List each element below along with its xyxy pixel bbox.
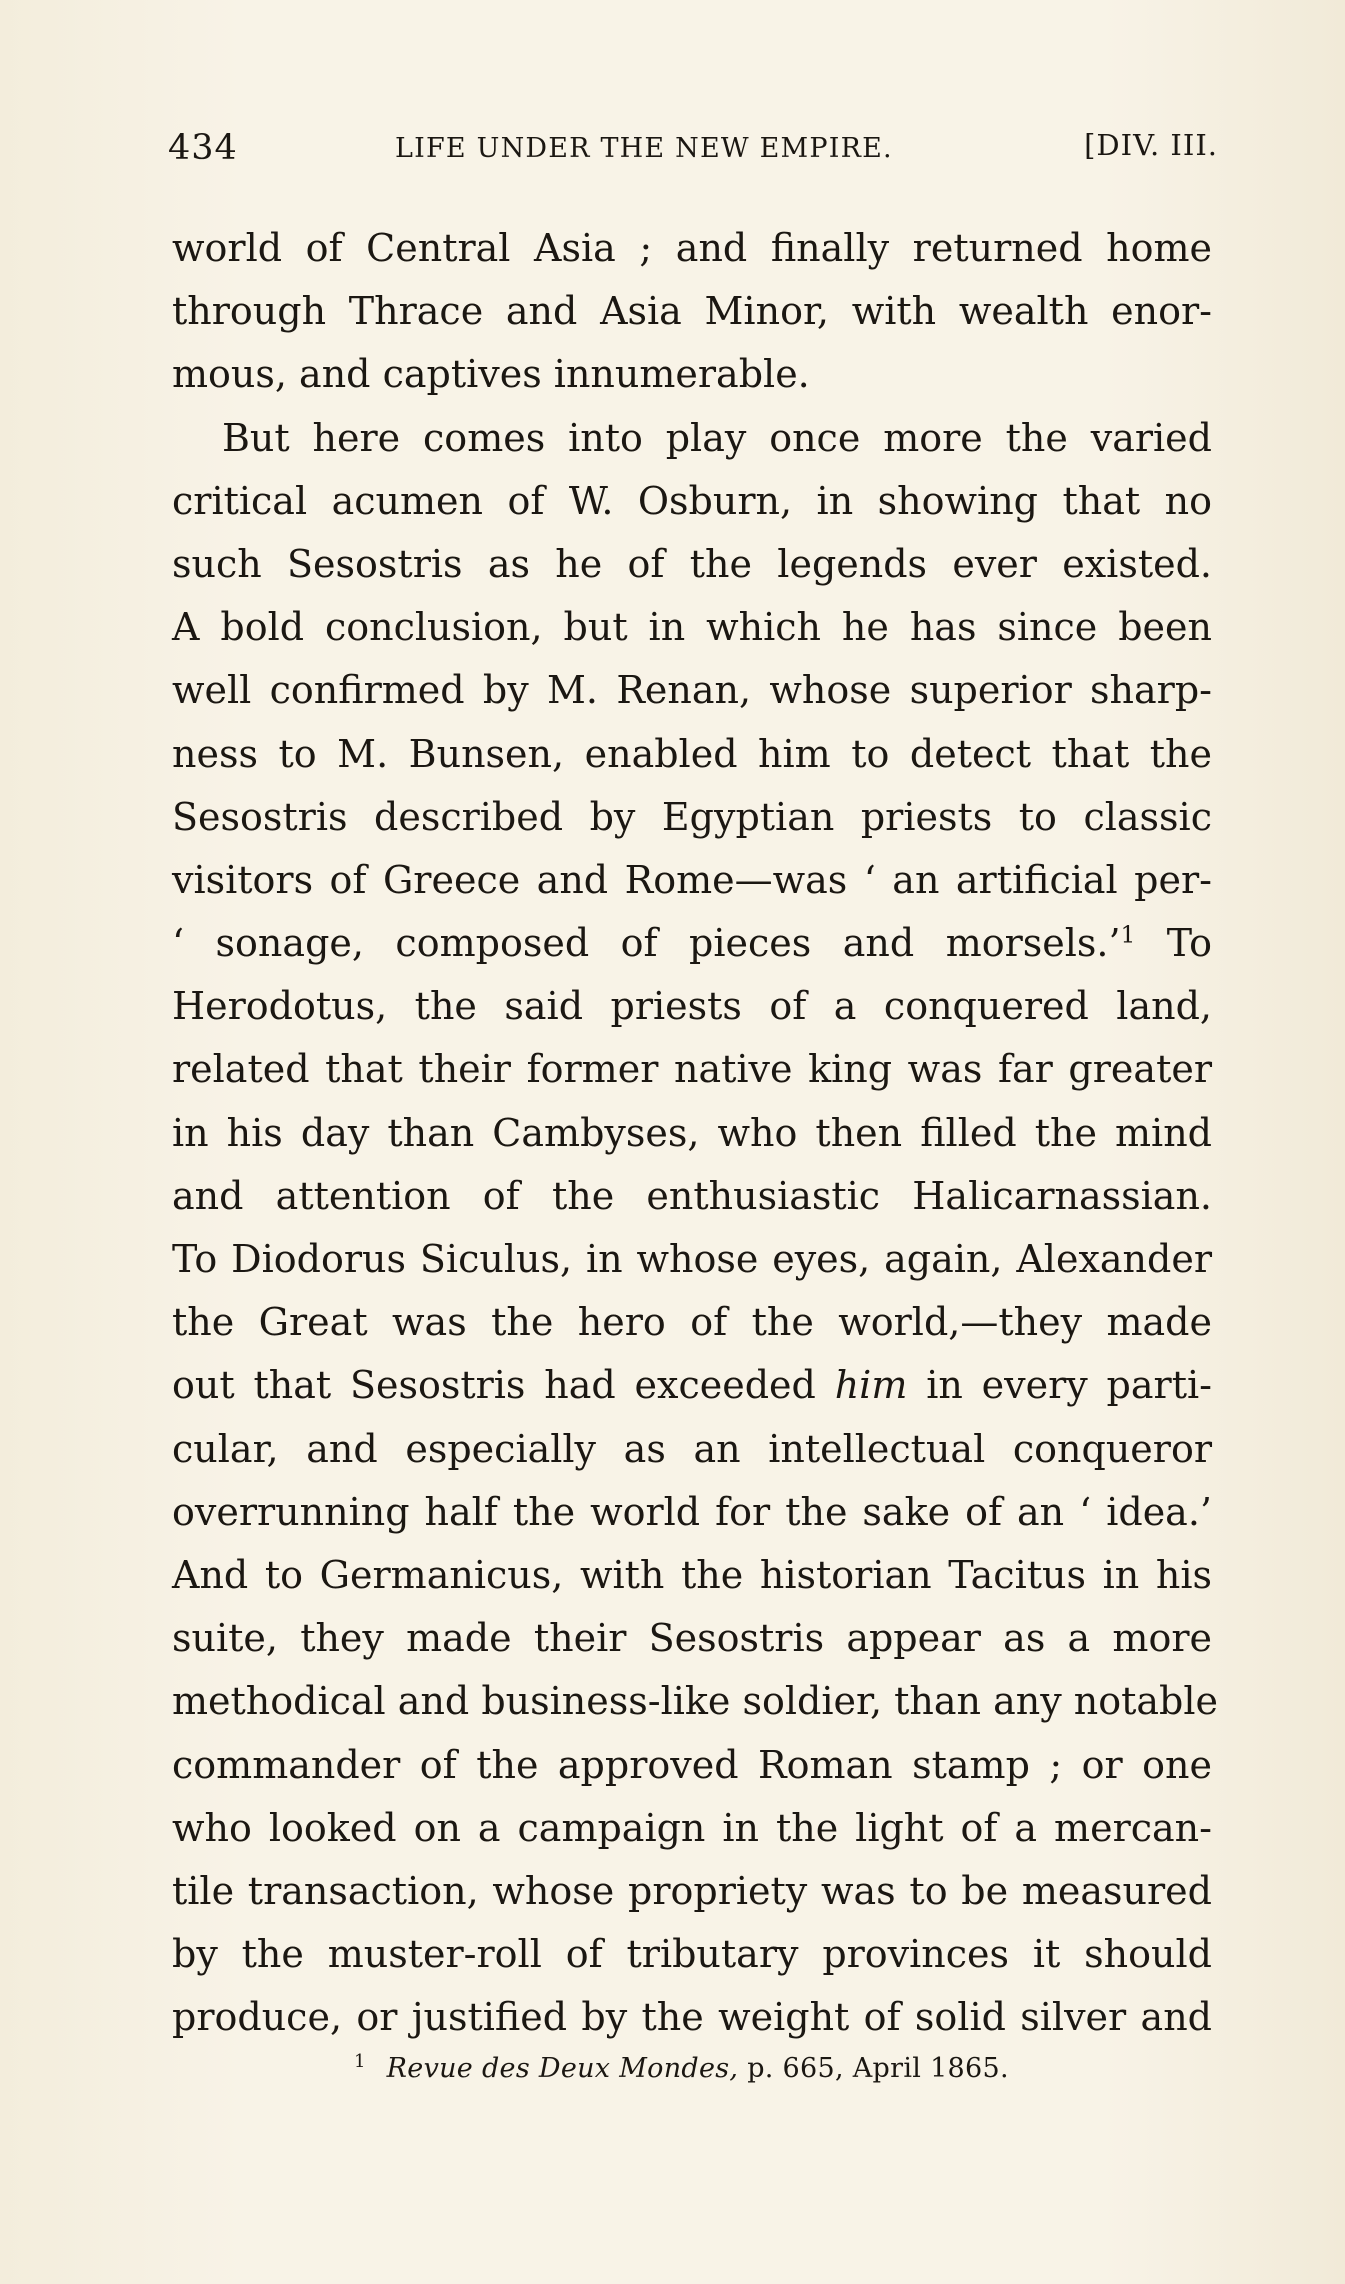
text-line: commander of the approved Roman stamp ; or one xyxy=(172,1742,1212,1787)
text-line: visitors of Greece and Rome—was ‘ an artificial per- xyxy=(172,857,1212,902)
text-line: tile transaction, whose propriety was to be measured xyxy=(172,1868,1212,1913)
text-line-segment: in every parti- xyxy=(926,1363,1212,1408)
running-head: LIFE UNDER THE NEW EMPIRE. xyxy=(395,133,893,164)
footnote xyxy=(354,2051,1009,2084)
text-line: But here comes into play once more the varied xyxy=(222,415,1212,460)
footnote-reference: 1 xyxy=(1120,922,1136,949)
text-line-with-footnote xyxy=(172,912,1212,975)
page-number: 434 xyxy=(168,128,238,168)
text-line: well confirmed by M. Renan, whose superior sharp- xyxy=(172,668,1212,713)
text-line: overrunning half the world for the sake of an ‘ idea.’ xyxy=(172,1489,1212,1534)
text-line: And to Germanicus, with the historian Tacitus in his xyxy=(172,1552,1212,1597)
text-line: world of Central Asia ; and finally returned home xyxy=(172,226,1212,270)
text-line-segment: ‘ sonage, composed of pieces and morsels.’ xyxy=(172,921,1121,966)
text-line: critical acumen of W. Osburn, in showing that no xyxy=(172,478,1212,523)
text-line: who looked on a campaign in the light of a mercan- xyxy=(172,1805,1212,1850)
text-line: suite, they made their Sesostris appear as a more xyxy=(172,1616,1212,1661)
text-line-with-italic xyxy=(172,1354,1212,1417)
text-line: such Sesostris as he of the legends ever existed. xyxy=(172,541,1212,586)
division-label: [DIV. III. xyxy=(1084,128,1218,162)
footnote-citation: p. 665, April 1865. xyxy=(747,2053,1009,2084)
text-line: and attention of the enthusiastic Halicarnassian. xyxy=(172,1173,1212,1218)
text-line: cular, and especially as an intellectual conqueror xyxy=(172,1426,1212,1471)
body-text xyxy=(172,217,1219,2049)
text-line: A bold conclusion, but in which he has since been xyxy=(172,605,1212,650)
text-line: through Thrace and Asia Minor, with wealth enor- xyxy=(172,289,1212,334)
text-line: produce, or justified by the weight of solid silver and xyxy=(172,1995,1212,2040)
text-line: Herodotus, the said priests of a conquered land, xyxy=(172,984,1212,1029)
text-line: ness to M. Bunsen, enabled him to detect that the xyxy=(172,731,1212,776)
footnote-marker: 1 xyxy=(354,2051,366,2072)
page-header xyxy=(168,128,1218,188)
text-line: mous, and captives innumerable. xyxy=(172,352,810,397)
text-line: To Diodorus Siculus, in whose eyes, again, Alexander xyxy=(172,1237,1212,1281)
text-line: related that their former native king was far greater xyxy=(172,1047,1212,1092)
text-line: Sesostris described by Egyptian priests to classic xyxy=(172,794,1212,839)
text-line: methodical and business-like soldier, than any notable xyxy=(172,1679,1219,1724)
text-line: in his day than Cambyses, who then filled the mind xyxy=(172,1110,1212,1155)
text-line-segment: To xyxy=(1166,921,1212,966)
text-line: the Great was the hero of the world,—they made xyxy=(172,1300,1212,1345)
text-line-segment: out that Sesostris had exceeded xyxy=(172,1363,816,1408)
text-line: by the muster-roll of tributary provinces it should xyxy=(172,1932,1212,1977)
italic-word: him xyxy=(834,1363,908,1408)
footnote-title: Revue des Deux Mondes, xyxy=(386,2053,739,2084)
